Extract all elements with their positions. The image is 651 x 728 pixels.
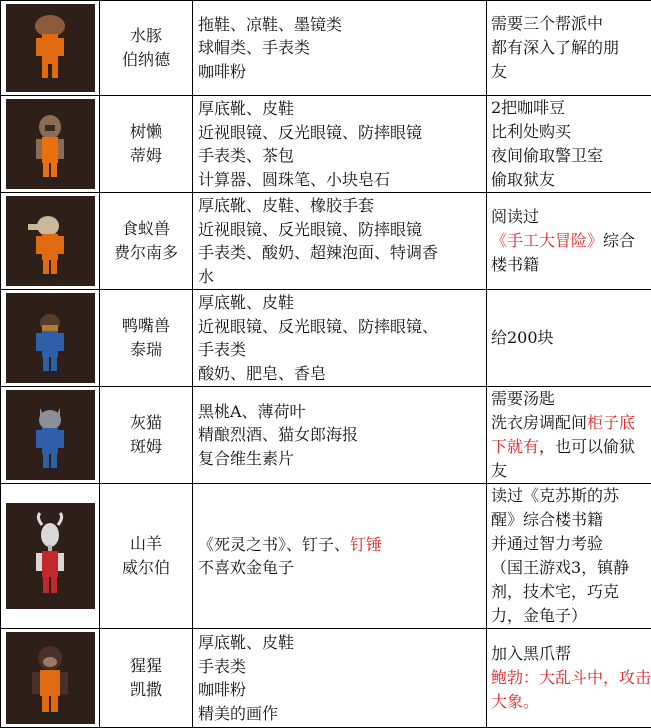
anteater-sprite-icon [6, 196, 95, 286]
character-name: 伯纳德 [100, 48, 192, 72]
gray-cat-sprite-icon [6, 390, 95, 480]
note-cell [487, 193, 651, 290]
note-line: （国王游戏3，镇静 [491, 556, 651, 580]
item-line: 酸奶、肥皂、香皂 [198, 362, 486, 386]
items-cell [193, 290, 487, 387]
table-row [1, 387, 651, 484]
note-line: 2把咖啡豆 [491, 96, 651, 120]
item-line: 《死灵之书》、钉子、钉锤 [198, 533, 486, 557]
table-row [1, 193, 651, 290]
species-name: 山羊 [100, 532, 192, 556]
note-line: 夜间偷取警卫室 [491, 144, 651, 168]
note-line: 加入黑爪帮 [491, 642, 651, 666]
note-text: 阅读过《手工大冒险》综合楼书籍 [491, 205, 651, 277]
note-line: 需要三个帮派中 [491, 12, 651, 36]
note-line: 读过《克苏斯的苏 [491, 484, 651, 508]
name-cell [100, 387, 193, 484]
note-line: 给200块 [491, 326, 651, 350]
name-cell [100, 290, 193, 387]
species-name: 灰猫 [100, 411, 192, 435]
note-cell [487, 387, 651, 484]
item-line: 计算器、圆珠笔、小块皂石 [198, 168, 486, 192]
name-cell [100, 193, 193, 290]
item-line: 黑桃A、薄荷叶 [198, 400, 486, 424]
sloth-sprite-icon [6, 99, 95, 189]
species-name: 树懒 [100, 120, 192, 144]
note-text: 洗衣房调配间柜子底下就有，也可以偷狱友 [491, 411, 651, 483]
item-line: 手表类、酸奶、超辣泡面、特调香 [198, 241, 486, 265]
note-line: 都有深入了解的朋 [491, 36, 651, 60]
book-title: 《手工大冒险》 [491, 231, 603, 250]
note-line: 剂，技术宅，巧克 [491, 580, 651, 604]
item-line: 精酿烈酒、猫女郎海报 [198, 423, 486, 447]
note-cell [487, 484, 651, 629]
sprite-cell [1, 193, 100, 290]
items-cell [193, 193, 487, 290]
note-line: 力，金龟子） [491, 604, 651, 628]
character-name: 费尔南多 [100, 241, 192, 265]
item-line: 手表类 [198, 338, 486, 362]
item-line: 精美的画作 [198, 702, 486, 726]
sprite-cell [1, 629, 100, 728]
table-row [1, 96, 651, 193]
note-cell [487, 1, 651, 96]
item-line: 厚底靴、皮鞋 [198, 631, 486, 655]
item-line: 球帽类、手表类 [198, 36, 486, 60]
item-line: 厚底靴、皮鞋、橡胶手套 [198, 194, 486, 218]
note-line: 醒》综合楼书籍 [491, 508, 651, 532]
hint-highlight: 鲍勃：大乱斗中，攻击大象。 [491, 666, 651, 714]
item-line: 近视眼镜、反光眼镜、防摔眼镜、 [198, 315, 486, 339]
item-line: 近视眼镜、反光眼镜、防摔眼镜 [198, 218, 486, 242]
table-row [1, 290, 651, 387]
species-name: 鸭嘴兽 [100, 314, 192, 338]
character-name: 凯撒 [100, 678, 192, 702]
items-cell [193, 484, 487, 629]
item-line: 手表类、茶包 [198, 144, 486, 168]
item-line: 复合维生素片 [198, 447, 486, 471]
species-name: 食蚁兽 [100, 217, 192, 241]
table-row [1, 1, 651, 96]
character-name: 蒂姆 [100, 144, 192, 168]
species-name: 猩猩 [100, 654, 192, 678]
note-cell [487, 290, 651, 387]
item-line: 不喜欢金龟子 [198, 556, 486, 580]
item-line: 厚底靴、皮鞋 [198, 291, 486, 315]
name-cell [100, 1, 193, 96]
sprite-cell [1, 387, 100, 484]
goat-sprite-icon [6, 503, 95, 609]
item-line: 拖鞋、凉鞋、墨镜类 [198, 13, 486, 37]
item-line: 手表类 [198, 655, 486, 679]
item-line: 厚底靴、皮鞋 [198, 97, 486, 121]
name-cell [100, 96, 193, 193]
items-cell [193, 629, 487, 728]
hammer-highlight: 钉锤 [350, 535, 382, 554]
items-cell [193, 1, 487, 96]
note-line: 比利处购买 [491, 120, 651, 144]
sprite-cell [1, 484, 100, 629]
capybara-sprite-icon [6, 4, 95, 92]
note-cell [487, 629, 651, 728]
sprite-cell [1, 96, 100, 193]
item-line: 咖啡粉 [198, 678, 486, 702]
items-cell [193, 387, 487, 484]
note-cell [487, 96, 651, 193]
name-cell [100, 629, 193, 728]
item-line: 咖啡粉 [198, 60, 486, 84]
items-cell [193, 96, 487, 193]
species-name: 水豚 [100, 24, 192, 48]
note-line: 需要汤匙 [491, 387, 651, 411]
table-row [1, 629, 651, 728]
note-line: 并通过智力考验 [491, 532, 651, 556]
hint-highlight: 柜子底下就有 [491, 413, 635, 456]
note-line: 偷取狱友 [491, 168, 651, 192]
character-name: 泰瑞 [100, 338, 192, 362]
table-row [1, 484, 651, 629]
sprite-cell [1, 1, 100, 96]
orangutan-sprite-icon [6, 632, 95, 724]
character-name: 斑姆 [100, 435, 192, 459]
character-name: 威尔伯 [100, 556, 192, 580]
item-line: 水 [198, 265, 486, 289]
name-cell [100, 484, 193, 629]
platypus-sprite-icon [6, 293, 95, 383]
sprite-cell [1, 290, 100, 387]
note-line: 友 [491, 60, 651, 84]
item-line: 近视眼镜、反光眼镜、防摔眼镜 [198, 121, 486, 145]
